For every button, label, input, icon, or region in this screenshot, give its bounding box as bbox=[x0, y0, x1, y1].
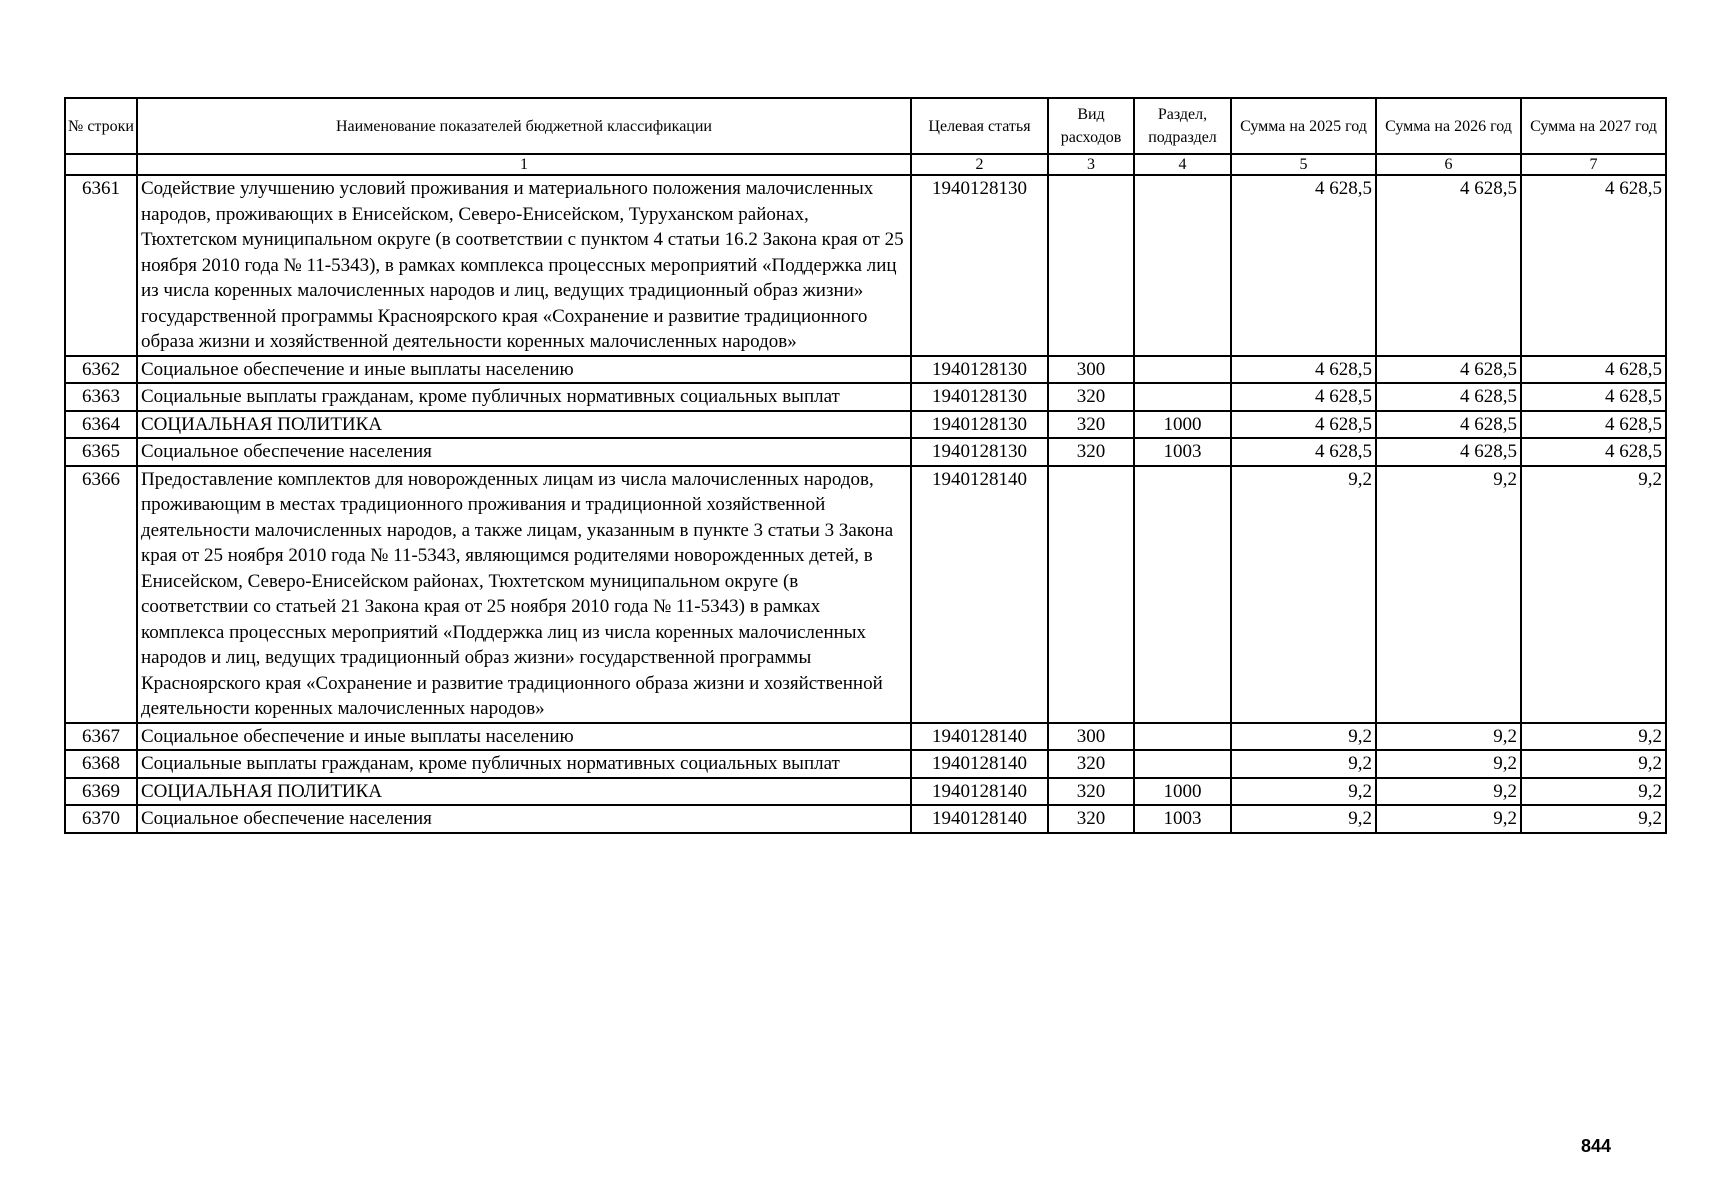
row-sum-2025: 9,2 bbox=[1231, 723, 1376, 751]
row-sum-2026: 9,2 bbox=[1376, 750, 1521, 778]
row-number: 6361 bbox=[65, 175, 137, 356]
column-number: 6 bbox=[1376, 154, 1521, 175]
column-number: 7 bbox=[1521, 154, 1666, 175]
row-name: Предоставление комплектов для новорожденных лицам из числа малочисленных народов, проживающим в местах традиционного проживания и традиционной хозяйственной деятельности малочисленных народов, а также лицам, указанным в пункте 3 статьи 3 Закона края от 25 ноября 2010 года № 11-5343, являющимся родителями новорожденных детей, в Енисейском, Северо-Енисейском районах, Тюхтетском муниципальном округе (в соответствии со статьей 21 Закона края от 25 ноября 2010 года № 11-5343) в рамках комплекса процессных мероприятий «Поддержка лиц из числа коренных малочисленных народов и лиц, ведущих традиционный образ жизни» государственной программы Красноярского края «Сохранение и развитие традиционного образа жизни и хозяйственной деятельности коренных малочисленных народов» bbox=[137, 466, 911, 723]
row-sum-2026: 4 628,5 bbox=[1376, 438, 1521, 466]
table-row bbox=[65, 356, 1666, 384]
row-target-article: 1940128140 bbox=[911, 778, 1048, 806]
table-row bbox=[65, 723, 1666, 751]
row-number: 6369 bbox=[65, 778, 137, 806]
row-section bbox=[1134, 175, 1231, 356]
row-target-article: 1940128140 bbox=[911, 723, 1048, 751]
page-number: 844 bbox=[1581, 1136, 1612, 1156]
row-name: Социальное обеспечение населения bbox=[137, 438, 911, 466]
column-number: 3 bbox=[1048, 154, 1134, 175]
row-number: 6366 bbox=[65, 466, 137, 723]
column-number: 4 bbox=[1134, 154, 1231, 175]
row-sum-2026: 4 628,5 bbox=[1376, 356, 1521, 384]
row-sum-2025: 4 628,5 bbox=[1231, 438, 1376, 466]
row-sum-2027: 9,2 bbox=[1521, 750, 1666, 778]
header-sum-2026: Сумма на 2026 год bbox=[1376, 98, 1521, 154]
row-sum-2025: 4 628,5 bbox=[1231, 175, 1376, 356]
row-section: 1003 bbox=[1134, 438, 1231, 466]
column-number: 1 bbox=[137, 154, 911, 175]
row-sum-2027: 9,2 bbox=[1521, 778, 1666, 806]
header-row-no: № строки bbox=[65, 98, 137, 154]
table-row bbox=[65, 778, 1666, 806]
column-number-row bbox=[65, 154, 1666, 175]
row-target-article: 1940128130 bbox=[911, 383, 1048, 411]
column-number bbox=[65, 154, 137, 175]
row-sum-2025: 4 628,5 bbox=[1231, 383, 1376, 411]
row-target-article: 1940128140 bbox=[911, 805, 1048, 833]
row-section bbox=[1134, 750, 1231, 778]
row-sum-2027: 4 628,5 bbox=[1521, 411, 1666, 439]
row-section: 1000 bbox=[1134, 778, 1231, 806]
row-expense-type: 320 bbox=[1048, 750, 1134, 778]
row-number: 6362 bbox=[65, 356, 137, 384]
row-sum-2027: 9,2 bbox=[1521, 805, 1666, 833]
row-target-article: 1940128130 bbox=[911, 175, 1048, 356]
row-target-article: 1940128130 bbox=[911, 356, 1048, 384]
table-row bbox=[65, 383, 1666, 411]
row-section bbox=[1134, 723, 1231, 751]
row-number: 6363 bbox=[65, 383, 137, 411]
row-number: 6370 bbox=[65, 805, 137, 833]
row-expense-type bbox=[1048, 175, 1134, 356]
row-sum-2026: 9,2 bbox=[1376, 778, 1521, 806]
header-target-article: Целевая статья bbox=[911, 98, 1048, 154]
row-number: 6364 bbox=[65, 411, 137, 439]
row-section: 1000 bbox=[1134, 411, 1231, 439]
row-number: 6367 bbox=[65, 723, 137, 751]
row-name: Социальное обеспечение и иные выплаты населению bbox=[137, 723, 911, 751]
row-expense-type: 300 bbox=[1048, 356, 1134, 384]
row-name: Содействие улучшению условий проживания и материального положения малочисленных народов, проживающих в Енисейском, Северо-Енисейском, Туруханском районах, Тюхтетском муниципальном округе (в соответствии с пунктом 4 статьи 16.2 Закона края от 25 ноября 2010 года № 11-5343), в рамках комплекса процессных мероприятий «Поддержка лиц из числа коренных малочисленных народов и лиц, ведущих традиционный образ жизни» государственной программы Красноярского края «Сохранение и развитие традиционного образа жизни и хозяйственной деятельности коренных малочисленных народов» bbox=[137, 175, 911, 356]
table-row bbox=[65, 750, 1666, 778]
budget-table bbox=[64, 97, 1667, 834]
column-number: 2 bbox=[911, 154, 1048, 175]
row-sum-2026: 9,2 bbox=[1376, 466, 1521, 723]
row-sum-2027: 4 628,5 bbox=[1521, 356, 1666, 384]
row-name: Социальное обеспечение населения bbox=[137, 805, 911, 833]
row-section: 1003 bbox=[1134, 805, 1231, 833]
table-row bbox=[65, 438, 1666, 466]
table-row bbox=[65, 175, 1666, 356]
row-sum-2026: 9,2 bbox=[1376, 805, 1521, 833]
table-row bbox=[65, 466, 1666, 723]
row-section bbox=[1134, 356, 1231, 384]
row-sum-2025: 4 628,5 bbox=[1231, 411, 1376, 439]
column-number: 5 bbox=[1231, 154, 1376, 175]
row-target-article: 1940128130 bbox=[911, 411, 1048, 439]
row-sum-2025: 9,2 bbox=[1231, 805, 1376, 833]
header-row bbox=[65, 98, 1666, 154]
row-target-article: 1940128130 bbox=[911, 438, 1048, 466]
row-number: 6368 bbox=[65, 750, 137, 778]
row-sum-2026: 4 628,5 bbox=[1376, 175, 1521, 356]
row-target-article: 1940128140 bbox=[911, 750, 1048, 778]
row-expense-type: 320 bbox=[1048, 778, 1134, 806]
row-sum-2026: 4 628,5 bbox=[1376, 383, 1521, 411]
row-sum-2027: 9,2 bbox=[1521, 466, 1666, 723]
row-sum-2026: 9,2 bbox=[1376, 723, 1521, 751]
row-expense-type: 320 bbox=[1048, 411, 1134, 439]
header-sum-2027: Сумма на 2027 год bbox=[1521, 98, 1666, 154]
row-sum-2027: 4 628,5 bbox=[1521, 383, 1666, 411]
row-sum-2027: 9,2 bbox=[1521, 723, 1666, 751]
row-sum-2025: 9,2 bbox=[1231, 466, 1376, 723]
row-sum-2025: 4 628,5 bbox=[1231, 356, 1376, 384]
row-name: Социальное обеспечение и иные выплаты населению bbox=[137, 356, 911, 384]
row-expense-type: 300 bbox=[1048, 723, 1134, 751]
row-sum-2025: 9,2 bbox=[1231, 778, 1376, 806]
header-name: Наименование показателей бюджетной классификации bbox=[137, 98, 911, 154]
row-sum-2027: 4 628,5 bbox=[1521, 438, 1666, 466]
table-row bbox=[65, 805, 1666, 833]
row-expense-type: 320 bbox=[1048, 438, 1134, 466]
row-number: 6365 bbox=[65, 438, 137, 466]
row-sum-2027: 4 628,5 bbox=[1521, 175, 1666, 356]
row-name: СОЦИАЛЬНАЯ ПОЛИТИКА bbox=[137, 778, 911, 806]
row-expense-type: 320 bbox=[1048, 805, 1134, 833]
row-section bbox=[1134, 466, 1231, 723]
row-expense-type: 320 bbox=[1048, 383, 1134, 411]
row-name: Социальные выплаты гражданам, кроме публичных нормативных социальных выплат bbox=[137, 383, 911, 411]
row-name: Социальные выплаты гражданам, кроме публичных нормативных социальных выплат bbox=[137, 750, 911, 778]
row-name: СОЦИАЛЬНАЯ ПОЛИТИКА bbox=[137, 411, 911, 439]
table-row bbox=[65, 411, 1666, 439]
row-sum-2025: 9,2 bbox=[1231, 750, 1376, 778]
row-expense-type bbox=[1048, 466, 1134, 723]
row-target-article: 1940128140 bbox=[911, 466, 1048, 723]
row-sum-2026: 4 628,5 bbox=[1376, 411, 1521, 439]
header-section: Раздел, подраздел bbox=[1134, 98, 1231, 154]
header-sum-2025: Сумма на 2025 год bbox=[1231, 98, 1376, 154]
header-expense-type: Вид расходов bbox=[1048, 98, 1134, 154]
row-section bbox=[1134, 383, 1231, 411]
